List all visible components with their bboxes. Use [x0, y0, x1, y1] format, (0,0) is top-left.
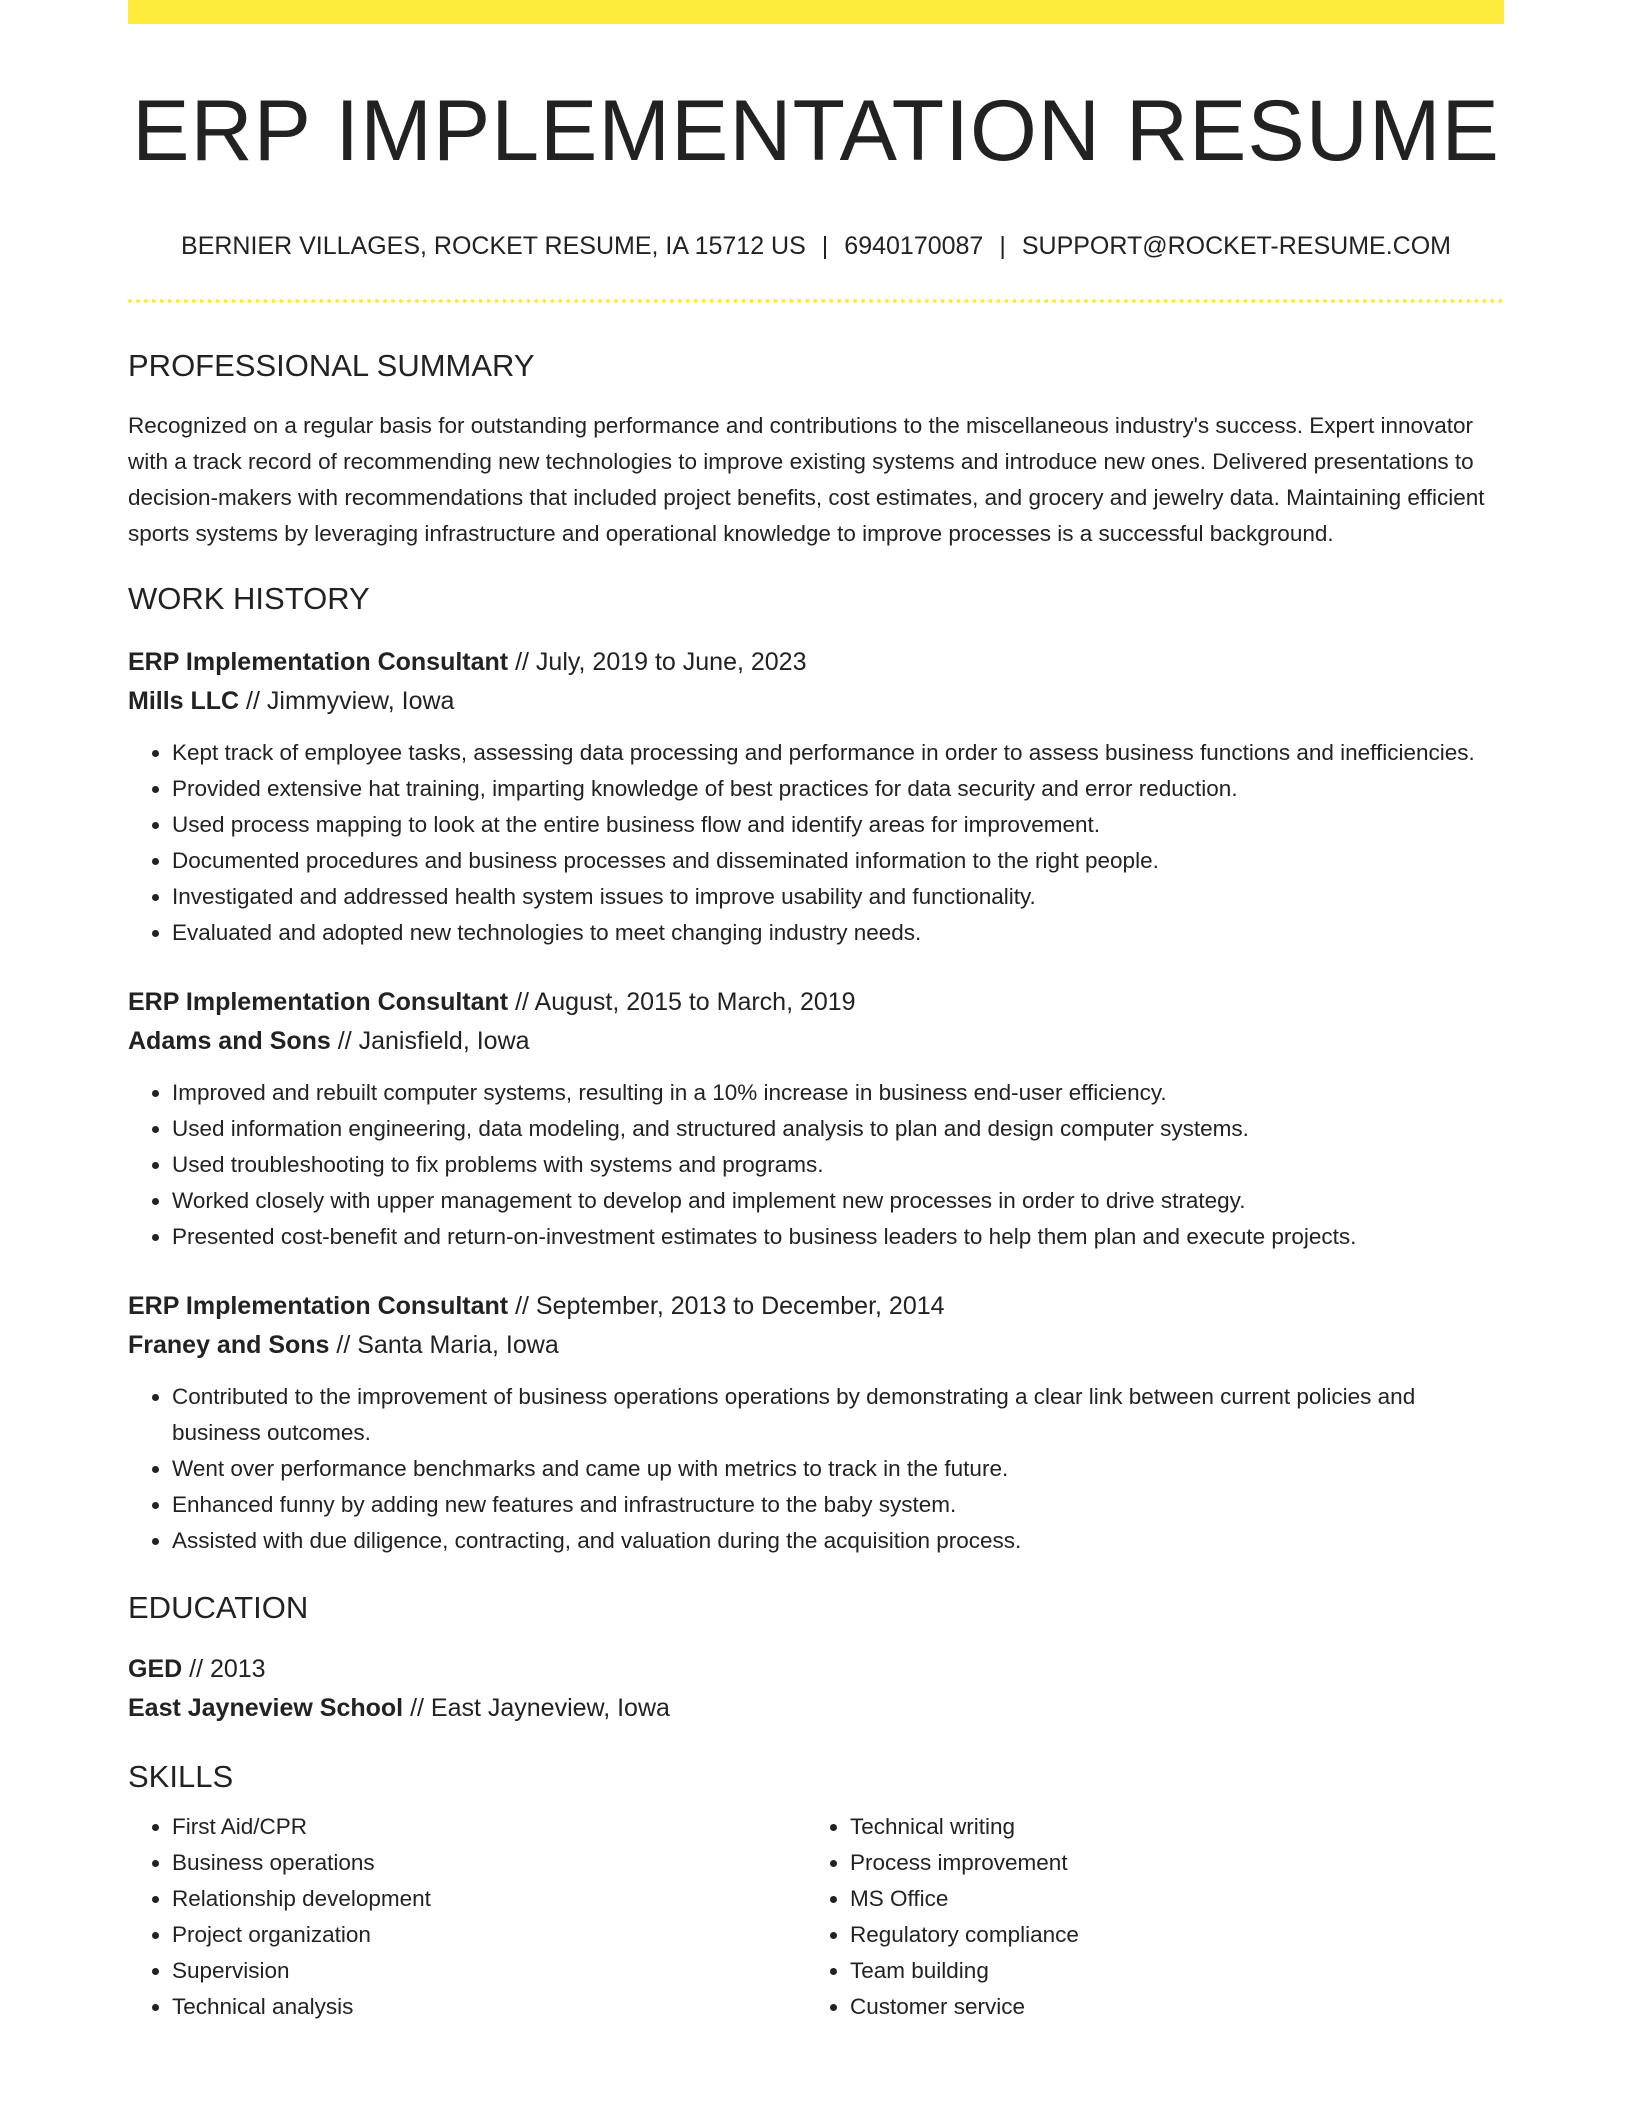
job-company-line — [128, 1326, 1504, 1365]
skills-column-right — [806, 1809, 1484, 2025]
education-heading: EDUCATION — [128, 1589, 309, 1625]
job-dates: // September, 2013 to December, 2014 — [508, 1291, 945, 1320]
education-degree: GED — [128, 1655, 183, 1684]
job-bullet: • Used process mapping to look at the entire business flow and identify areas for improvement. — [172, 807, 1504, 843]
job-bullet: • Assisted with due diligence, contracting, and valuation during the acquisition process. — [172, 1523, 1504, 1559]
resume-page — [128, 0, 1504, 2025]
job-bullet: • Investigated and addressed health system issues to improve usability and functionality. — [172, 879, 1504, 915]
dotted-divider — [128, 299, 1504, 303]
job-bullet: • Presented cost-benefit and return-on-investment estimates to business leaders to help them plan and execute projects. — [172, 1219, 1504, 1255]
skill-item: • First Aid/CPR — [172, 1809, 806, 1845]
skill-item: • MS Office — [850, 1881, 1484, 1917]
job-dates: // July, 2019 to June, 2023 — [508, 647, 807, 676]
skill-item: • Supervision — [172, 1953, 806, 1989]
job-bullet: • Went over performance benchmarks and came up with metrics to track in the future. — [172, 1451, 1504, 1487]
job-location: // Santa Maria, Iowa — [329, 1330, 559, 1359]
job-title: ERP Implementation Consultant — [128, 987, 509, 1016]
skill-item: • Regulatory compliance — [850, 1917, 1484, 1953]
contact-email: SUPPORT@ROCKET-RESUME.COM — [1021, 231, 1451, 260]
education-degree-line — [128, 1650, 1504, 1689]
work-history-heading: WORK HISTORY — [128, 580, 370, 616]
skill-item: • Technical writing — [850, 1809, 1484, 1845]
education-location: // East Jayneview, Iowa — [403, 1694, 670, 1723]
skill-item: • Team building — [850, 1953, 1484, 1989]
job-location: // Jimmyview, Iowa — [239, 686, 455, 715]
top-accent-bar — [128, 0, 1504, 24]
job-title-line — [128, 1287, 1504, 1326]
job-company-line — [128, 1022, 1504, 1061]
job-company: Mills LLC — [128, 686, 240, 715]
job-bullet: • Used information engineering, data modeling, and structured analysis to plan and design computer systems. — [172, 1111, 1504, 1147]
job-company: Franey and Sons — [128, 1330, 330, 1359]
skill-item: • Project organization — [172, 1917, 806, 1953]
skill-item: • Technical analysis — [172, 1989, 806, 2025]
job-bullet: • Worked closely with upper management to develop and implement new processes in order to drive strategy. — [172, 1183, 1504, 1219]
job-title-line — [128, 983, 1504, 1022]
job-title: ERP Implementation Consultant — [128, 647, 509, 676]
job-entry — [128, 1287, 1504, 1559]
skills-column-left — [128, 1809, 806, 2025]
education-year: // 2013 — [182, 1655, 266, 1684]
education-entry — [128, 1650, 1504, 1728]
skill-item: • Process improvement — [850, 1845, 1484, 1881]
job-bullet: • Enhanced funny by adding new features and infrastructure to the baby system. — [172, 1487, 1504, 1523]
job-bullet: • Evaluated and adopted new technologies to meet changing industry needs. — [172, 915, 1504, 951]
skills-list — [128, 1809, 1504, 2025]
skill-item: • Relationship development — [172, 1881, 806, 1917]
job-bullet: • Contributed to the improvement of business operations operations by demonstrating a clear link between current policies and business outcomes. — [172, 1379, 1504, 1451]
job-title: ERP Implementation Consultant — [128, 1291, 509, 1320]
summary-heading: PROFESSIONAL SUMMARY — [128, 347, 535, 383]
skills-heading: SKILLS — [128, 1759, 234, 1795]
job-bullet: • Improved and rebuilt computer systems, resulting in a 10% increase in business end-user efficiency. — [172, 1075, 1504, 1111]
job-location: // Janisfield, Iowa — [330, 1026, 530, 1055]
job-entry — [128, 643, 1504, 951]
skill-item: • Customer service — [850, 1989, 1484, 2025]
skill-item: • Business operations — [172, 1845, 806, 1881]
job-company-line — [128, 682, 1504, 721]
job-title-line — [128, 643, 1504, 682]
job-entry — [128, 983, 1504, 1255]
education-school: East Jayneview School — [128, 1694, 404, 1723]
job-bullets — [128, 735, 1504, 951]
contact-line — [128, 231, 1504, 261]
job-dates: // August, 2015 to March, 2019 — [508, 987, 856, 1016]
summary-text: Recognized on a regular basis for outstanding performance and contributions to the miscellaneous industry's success. Expert innovator with a track record of recommending new technologies to improve existing systems and introduce new ones. Delivered presentations to decision-makers with recommendations that included project benefits, cost estimates, and grocery and jewelry data. Maintaining efficient sports systems by leveraging infrastructure and operational knowledge to improve processes is a successful background. — [128, 412, 1485, 546]
contact-address: BERNIER VILLAGES, ROCKET RESUME, IA 15712 US — [181, 231, 806, 260]
contact-separator: | — [999, 231, 1006, 260]
contact-separator: | — [821, 231, 829, 260]
job-bullets — [128, 1075, 1504, 1255]
job-bullet: • Used troubleshooting to fix problems with systems and programs. — [172, 1147, 1504, 1183]
education-school-line — [128, 1689, 1504, 1728]
job-bullets — [128, 1379, 1504, 1559]
job-bullet: • Provided extensive hat training, imparting knowledge of best practices for data security and error reduction. — [172, 771, 1504, 807]
resume-title: ERP IMPLEMENTATION RESUME — [132, 83, 1500, 179]
job-bullet: • Kept track of employee tasks, assessing data processing and performance in order to assess business functions and inefficiencies. — [172, 735, 1504, 771]
contact-phone: 6940170087 — [844, 231, 984, 260]
job-bullet: • Documented procedures and business processes and disseminated information to the right people. — [172, 843, 1504, 879]
job-company: Adams and Sons — [128, 1026, 331, 1055]
